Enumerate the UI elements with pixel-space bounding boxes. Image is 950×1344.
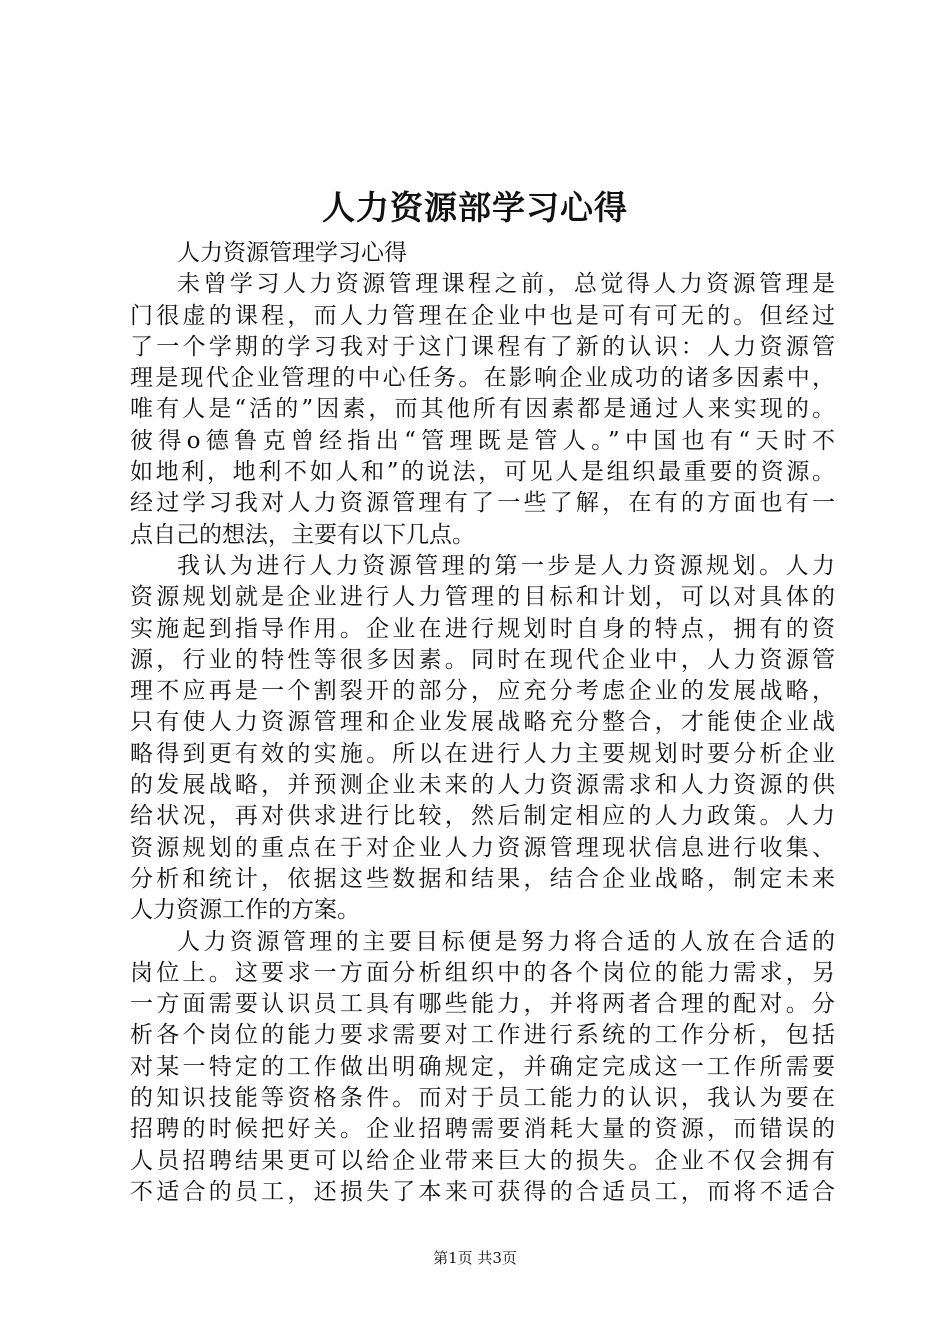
text-line: 人力资源工作的方案。 — [130, 897, 360, 924]
text-line: 经过学习我对人力资源管理有了一些了解，在有的方面也有一 — [130, 490, 835, 517]
text-line: 不适合的员工，还损失了本来可获得的合适员工，而将不适合 — [130, 1178, 835, 1205]
text-line: 招聘的时候把好关。企业招聘需要消耗大量的资源，而错误的 — [130, 1116, 835, 1143]
page-footer: 第1页 共3页 — [433, 1249, 517, 1267]
text-line: 如地利，地利不如人和”的说法，可见人是组织最重要的资源。 — [130, 459, 835, 486]
text-line: 我认为进行人力资源管理的第一步是人力资源规划。人力 — [177, 552, 835, 579]
text-line: 给状况，再对供求进行比较，然后制定相应的人力政策。人力 — [130, 803, 835, 830]
text-line: 析各个岗位的能力要求需要对工作进行系统的工作分析，包括 — [130, 1022, 835, 1049]
text-line: 了一个学期的学习我对于这门课程有了新的认识：人力资源管 — [130, 333, 835, 360]
text-line: 岗位上。这要求一方面分析组织中的各个岗位的能力需求，另 — [130, 959, 835, 986]
text-line: 理不应再是一个割裂开的部分，应充分考虑企业的发展战略， — [130, 678, 835, 705]
text-line: 人力资源管理学习心得 — [177, 240, 407, 266]
text-line: 源，行业的特性等很多因素。同时在现代企业中，人力资源管 — [130, 646, 835, 673]
text-line: 一方面需要认识员工具有哪些能力，并将两者合理的配对。分 — [130, 991, 835, 1018]
text-line: 只有使人力资源管理和企业发展战略充分整合，才能使企业战 — [130, 709, 835, 736]
text-line: 略得到更有效的实施。所以在进行人力主要规划时要分析企业 — [130, 740, 835, 767]
text-line: 彼得o德鲁克曾经指出“管理既是管人。”中国也有“天时不 — [130, 427, 835, 454]
text-line: 理是现代企业管理的中心任务。在影响企业成功的诸多因素中， — [130, 365, 835, 392]
text-line: 的知识技能等资格条件。而对于员工能力的认识，我认为要在 — [130, 1085, 835, 1112]
text-line: 资源规划就是企业进行人力管理的目标和计划，可以对具体的 — [130, 584, 835, 611]
document-body — [130, 238, 835, 1208]
text-line: 门很虚的课程，而人力管理在企业中也是可有可无的。但经过 — [130, 302, 835, 329]
text-line: 点自己的想法，主要有以下几点。 — [130, 521, 475, 548]
text-line: 的发展战略，并预测企业未来的人力资源需求和人力资源的供 — [130, 772, 835, 799]
text-line: 资源规划的重点在于对企业人力资源管理现状信息进行收集、 — [130, 834, 835, 861]
text-line: 实施起到指导作用。企业在进行规划时自身的特点，拥有的资 — [130, 615, 835, 642]
text-line: 人力资源管理的主要目标便是努力将合适的人放在合适的 — [177, 928, 835, 955]
text-line: 人员招聘结果更可以给企业带来巨大的损失。企业不仅会拥有 — [130, 1147, 835, 1174]
page-title: 人力资源部学习心得 — [322, 188, 628, 227]
text-line: 对某一特定的工作做出明确规定，并确定完成这一工作所需要 — [130, 1053, 835, 1080]
text-line: 未曾学习人力资源管理课程之前，总觉得人力资源管理是 — [177, 271, 835, 298]
text-line: 唯有人是“活的”因素，而其他所有因素都是通过人来实现的。 — [130, 396, 835, 423]
text-line: 分析和统计，依据这些数据和结果，结合企业战略，制定未来 — [130, 865, 835, 892]
